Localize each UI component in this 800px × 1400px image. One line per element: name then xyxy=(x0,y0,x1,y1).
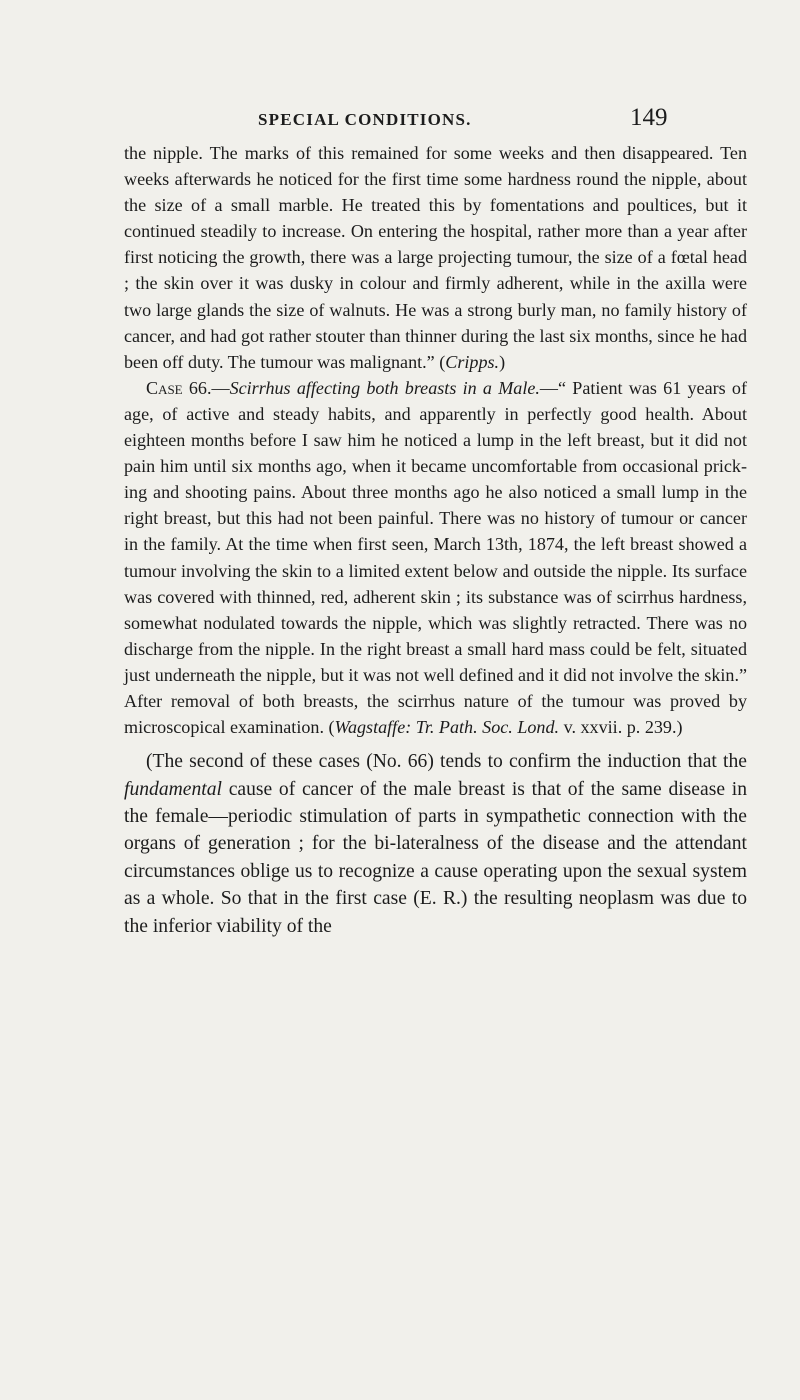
paragraph-text-tail: cause of cancer of the male breast is that of the same disease in the female—periodic stimulation of parts in sympathetic connection with the organs of generation ; for the bi-lateralness of the disease and the attendant circumstances oblige us to recognize a cause operating upon the sexual system as a whole. So that in the first case (E. R.) the resulting neoplasm was due to the inferior viability of the xyxy=(124,778,747,937)
commentary-paragraph xyxy=(124,748,747,940)
paragraph-text: —“ Patient was 61 years of age, of active and steady habits, and apparently in perfectly good health. About eighteen months before I saw him he noticed a lump in the left breast, but it did not pain him until six months ago, when it became uncomfortable from occasional pricking and shooting pains. About three months ago he also noticed a small lump in the right breast, but this had not been painful. There was no history of tumour or cancer in the family. At the time when first seen, March 13th, 1874, the left breast showed a tumour involving the skin to a limited extent below and outside the nipple. Its surface was covered with thinned, red, adherent skin ; its substance was of scirrhus hardness, somewhat nodulated towards the nipple, which was slightly retracted. There was no discharge from the nipple. In the right breast a small hard mass could be felt, situated just underneath the nipple, but it was not well defined and it did not involve the skin.” After removal of both breasts, the scirrhus nature of the tumour was proved by microscopical examination. ( xyxy=(124,377,747,738)
case-paragraph xyxy=(124,375,747,740)
case-title: Scirrhus affecting both breasts in a Male. xyxy=(229,377,540,398)
page-number: 149 xyxy=(630,104,668,131)
citation: Wagstaffe: Tr. Path. Soc. Lond. xyxy=(334,717,560,738)
emphasis: fundamental xyxy=(124,778,222,800)
citation-tail: v. xxvii. p. 239.) xyxy=(559,717,683,738)
citation-close: ) xyxy=(499,351,506,372)
case-label: Case 66. xyxy=(146,377,212,398)
page-header xyxy=(0,104,800,138)
running-title: SPECIAL CONDITIONS. xyxy=(258,110,472,129)
citation: Cripps. xyxy=(445,351,500,372)
paragraph-continuation xyxy=(124,140,747,375)
paragraph-text: the nipple. The marks of this remained for some weeks and then disappeared. Ten weeks afterwards he noticed for the first time some hardness round the nipple, about the size of a small marble. He treated this by fomentations and poultices, but it continued steadily to increase. On entering the hospital, rather more than a year after first noticing the growth, there was a large projecting tumour, the size of a fœtal head ; the skin over it was dusky in colour and firmly adherent, while in the axilla were two large glands the size of walnuts. He was a strong burly man, no family history of cancer, and had got rather stouter than thinner during the last six months, since he had been off duty. The tumour was malignant.” ( xyxy=(124,143,747,372)
paragraph-text: (The second of these cases (No. 66) tends to confirm the induction that the xyxy=(146,751,747,773)
body-text xyxy=(124,140,747,940)
dash: — xyxy=(211,377,230,398)
